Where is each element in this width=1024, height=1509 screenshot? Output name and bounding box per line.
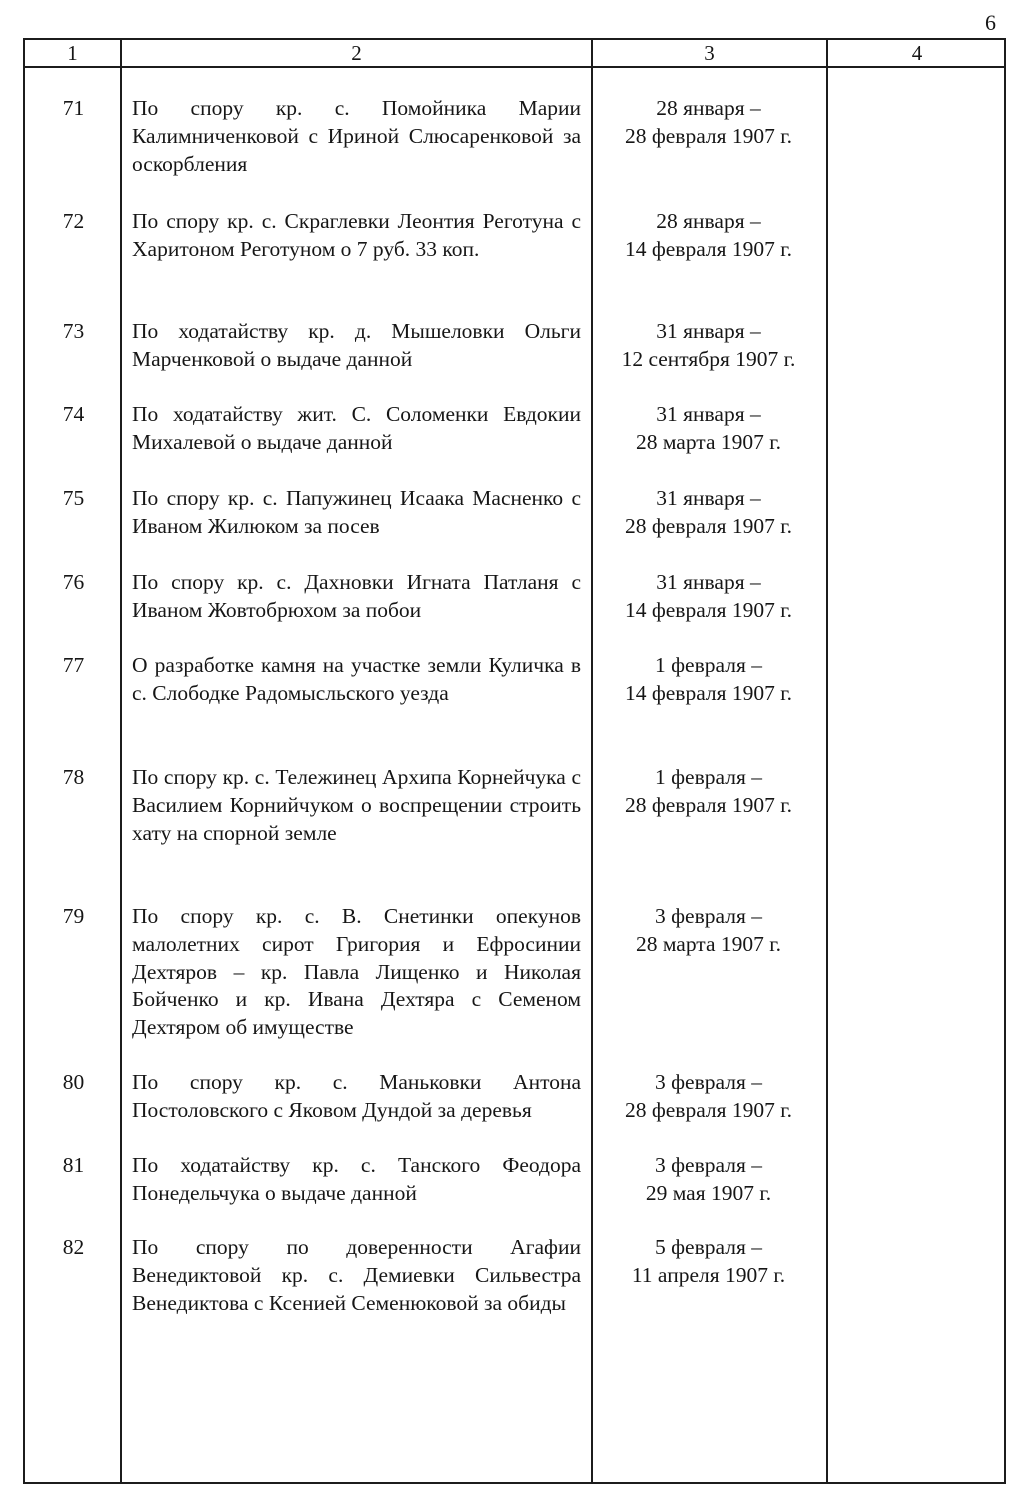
case-description: По ходатайству жит. С. Соломенки Евдокии Михалевой о выдаче данной bbox=[132, 402, 581, 454]
column-header-2: 2 bbox=[351, 41, 362, 65]
column-header-3: 3 bbox=[704, 41, 715, 65]
case-description: По спору кр. с. В. Снетинки опекунов малолетних сирот Григория и Ефросинии Дехтяров – кр. Павла Лищенко и Николая Бойченко и кр. Ивана Дехтяра с Семеном Дехтяром об имуществе bbox=[132, 904, 581, 1040]
date-start: 3 февраля – bbox=[655, 1153, 762, 1177]
table-row bbox=[25, 1069, 1004, 1152]
date-end: 11 апреля 1907 г. bbox=[631, 1262, 786, 1287]
date-start: 31 января – bbox=[656, 570, 761, 594]
date-end: 28 февраля 1907 г. bbox=[624, 792, 793, 817]
table-row bbox=[25, 1234, 1004, 1374]
date-start: 3 февраля – bbox=[655, 904, 762, 928]
date-end: 29 мая 1907 г. bbox=[645, 1180, 772, 1205]
date-end: 28 марта 1907 г. bbox=[635, 429, 782, 454]
case-description: По спору кр. с. Скраглевки Леонтия Реготуна с Харитоном Реготуном о 7 руб. 33 коп. bbox=[132, 209, 581, 261]
date-start: 28 января – bbox=[656, 209, 761, 233]
table-row bbox=[25, 401, 1004, 485]
date-end: 14 февраля 1907 г. bbox=[624, 597, 793, 622]
date-start: 31 января – bbox=[656, 402, 761, 426]
table-row bbox=[25, 95, 1004, 208]
table-row bbox=[25, 485, 1004, 569]
date-end: 28 февраля 1907 г. bbox=[624, 513, 793, 538]
row-number: 82 bbox=[62, 1235, 85, 1259]
case-dates bbox=[591, 569, 826, 625]
case-dates bbox=[591, 1152, 826, 1208]
case-dates bbox=[591, 903, 826, 959]
date-start: 3 февраля – bbox=[655, 1070, 762, 1094]
date-start: 5 февраля – bbox=[655, 1235, 762, 1259]
case-dates bbox=[591, 485, 826, 541]
table-body bbox=[25, 95, 1004, 1374]
date-start: 1 февраля – bbox=[655, 765, 762, 789]
case-description: По спору кр. с. Помойника Марии Калимниченковой с Ириной Слюсаренковой за оскорбления bbox=[132, 96, 581, 176]
date-start: 1 февраля – bbox=[655, 653, 762, 677]
row-number: 73 bbox=[62, 319, 85, 343]
case-dates bbox=[591, 1069, 826, 1125]
table-row bbox=[25, 1152, 1004, 1234]
case-dates bbox=[591, 1234, 826, 1290]
column-header-4: 4 bbox=[911, 41, 923, 65]
case-description: По ходатайству кр. д. Мышеловки Ольги Марченковой о выдаче данной bbox=[132, 319, 581, 371]
date-end: 28 февраля 1907 г. bbox=[624, 1097, 793, 1122]
row-number: 76 bbox=[62, 570, 85, 594]
case-description: По спору кр. с. Дахновки Игната Патланя с Иваном Жовтобрюхом за побои bbox=[132, 570, 581, 622]
row-number: 74 bbox=[62, 402, 85, 426]
row-number: 80 bbox=[62, 1070, 85, 1094]
case-dates bbox=[591, 318, 826, 374]
row-number: 72 bbox=[62, 209, 85, 233]
date-start: 31 января – bbox=[656, 319, 761, 343]
table-row bbox=[25, 903, 1004, 1069]
case-description: По спору кр. с. Папужинец Исаака Масненко с Иваном Жилюком за посев bbox=[132, 486, 581, 538]
header-rule bbox=[25, 66, 1004, 68]
row-number: 71 bbox=[62, 96, 85, 120]
date-start: 31 января – bbox=[656, 486, 761, 510]
register-table bbox=[23, 38, 1006, 1484]
case-description: По спору кр. с. Маньковки Антона Постоловского с Яковом Дундой за деревья bbox=[132, 1070, 581, 1122]
table-row bbox=[25, 764, 1004, 903]
row-number: 78 bbox=[62, 765, 85, 789]
column-header-1: 1 bbox=[67, 41, 78, 65]
case-dates bbox=[591, 95, 826, 151]
date-end: 28 февраля 1907 г. bbox=[624, 123, 793, 148]
date-start: 28 января – bbox=[656, 96, 761, 120]
row-number: 77 bbox=[62, 653, 85, 677]
case-description: По ходатайству кр. с. Танского Феодора Понедельчука о выдаче данной bbox=[132, 1153, 581, 1205]
page-number: 6 bbox=[985, 10, 996, 35]
case-dates bbox=[591, 401, 826, 457]
case-dates bbox=[591, 208, 826, 264]
row-number: 81 bbox=[62, 1153, 85, 1177]
case-dates bbox=[591, 652, 826, 708]
date-end: 14 февраля 1907 г. bbox=[624, 680, 793, 705]
table-row bbox=[25, 318, 1004, 401]
case-dates bbox=[591, 764, 826, 820]
case-description: По спору кр. с. Тележинец Архипа Корнейчука с Василием Корнийчуком о воспрещении строить хату на спорной земле bbox=[132, 765, 581, 845]
row-number: 75 bbox=[62, 486, 85, 510]
date-end: 14 февраля 1907 г. bbox=[624, 236, 793, 261]
row-number: 79 bbox=[62, 904, 85, 928]
date-end: 12 сентября 1907 г. bbox=[621, 346, 796, 371]
table-row bbox=[25, 208, 1004, 318]
table-row bbox=[25, 652, 1004, 764]
case-description: По спору по доверенности Агафии Венедиктовой кр. с. Демиевки Сильвестра Венедиктова с Ксенией Семенюковой за обиды bbox=[132, 1235, 581, 1315]
table-row bbox=[25, 569, 1004, 652]
date-end: 28 марта 1907 г. bbox=[635, 931, 782, 956]
case-description: О разработке камня на участке земли Куличка в с. Слободке Радомысльского уезда bbox=[132, 653, 581, 705]
